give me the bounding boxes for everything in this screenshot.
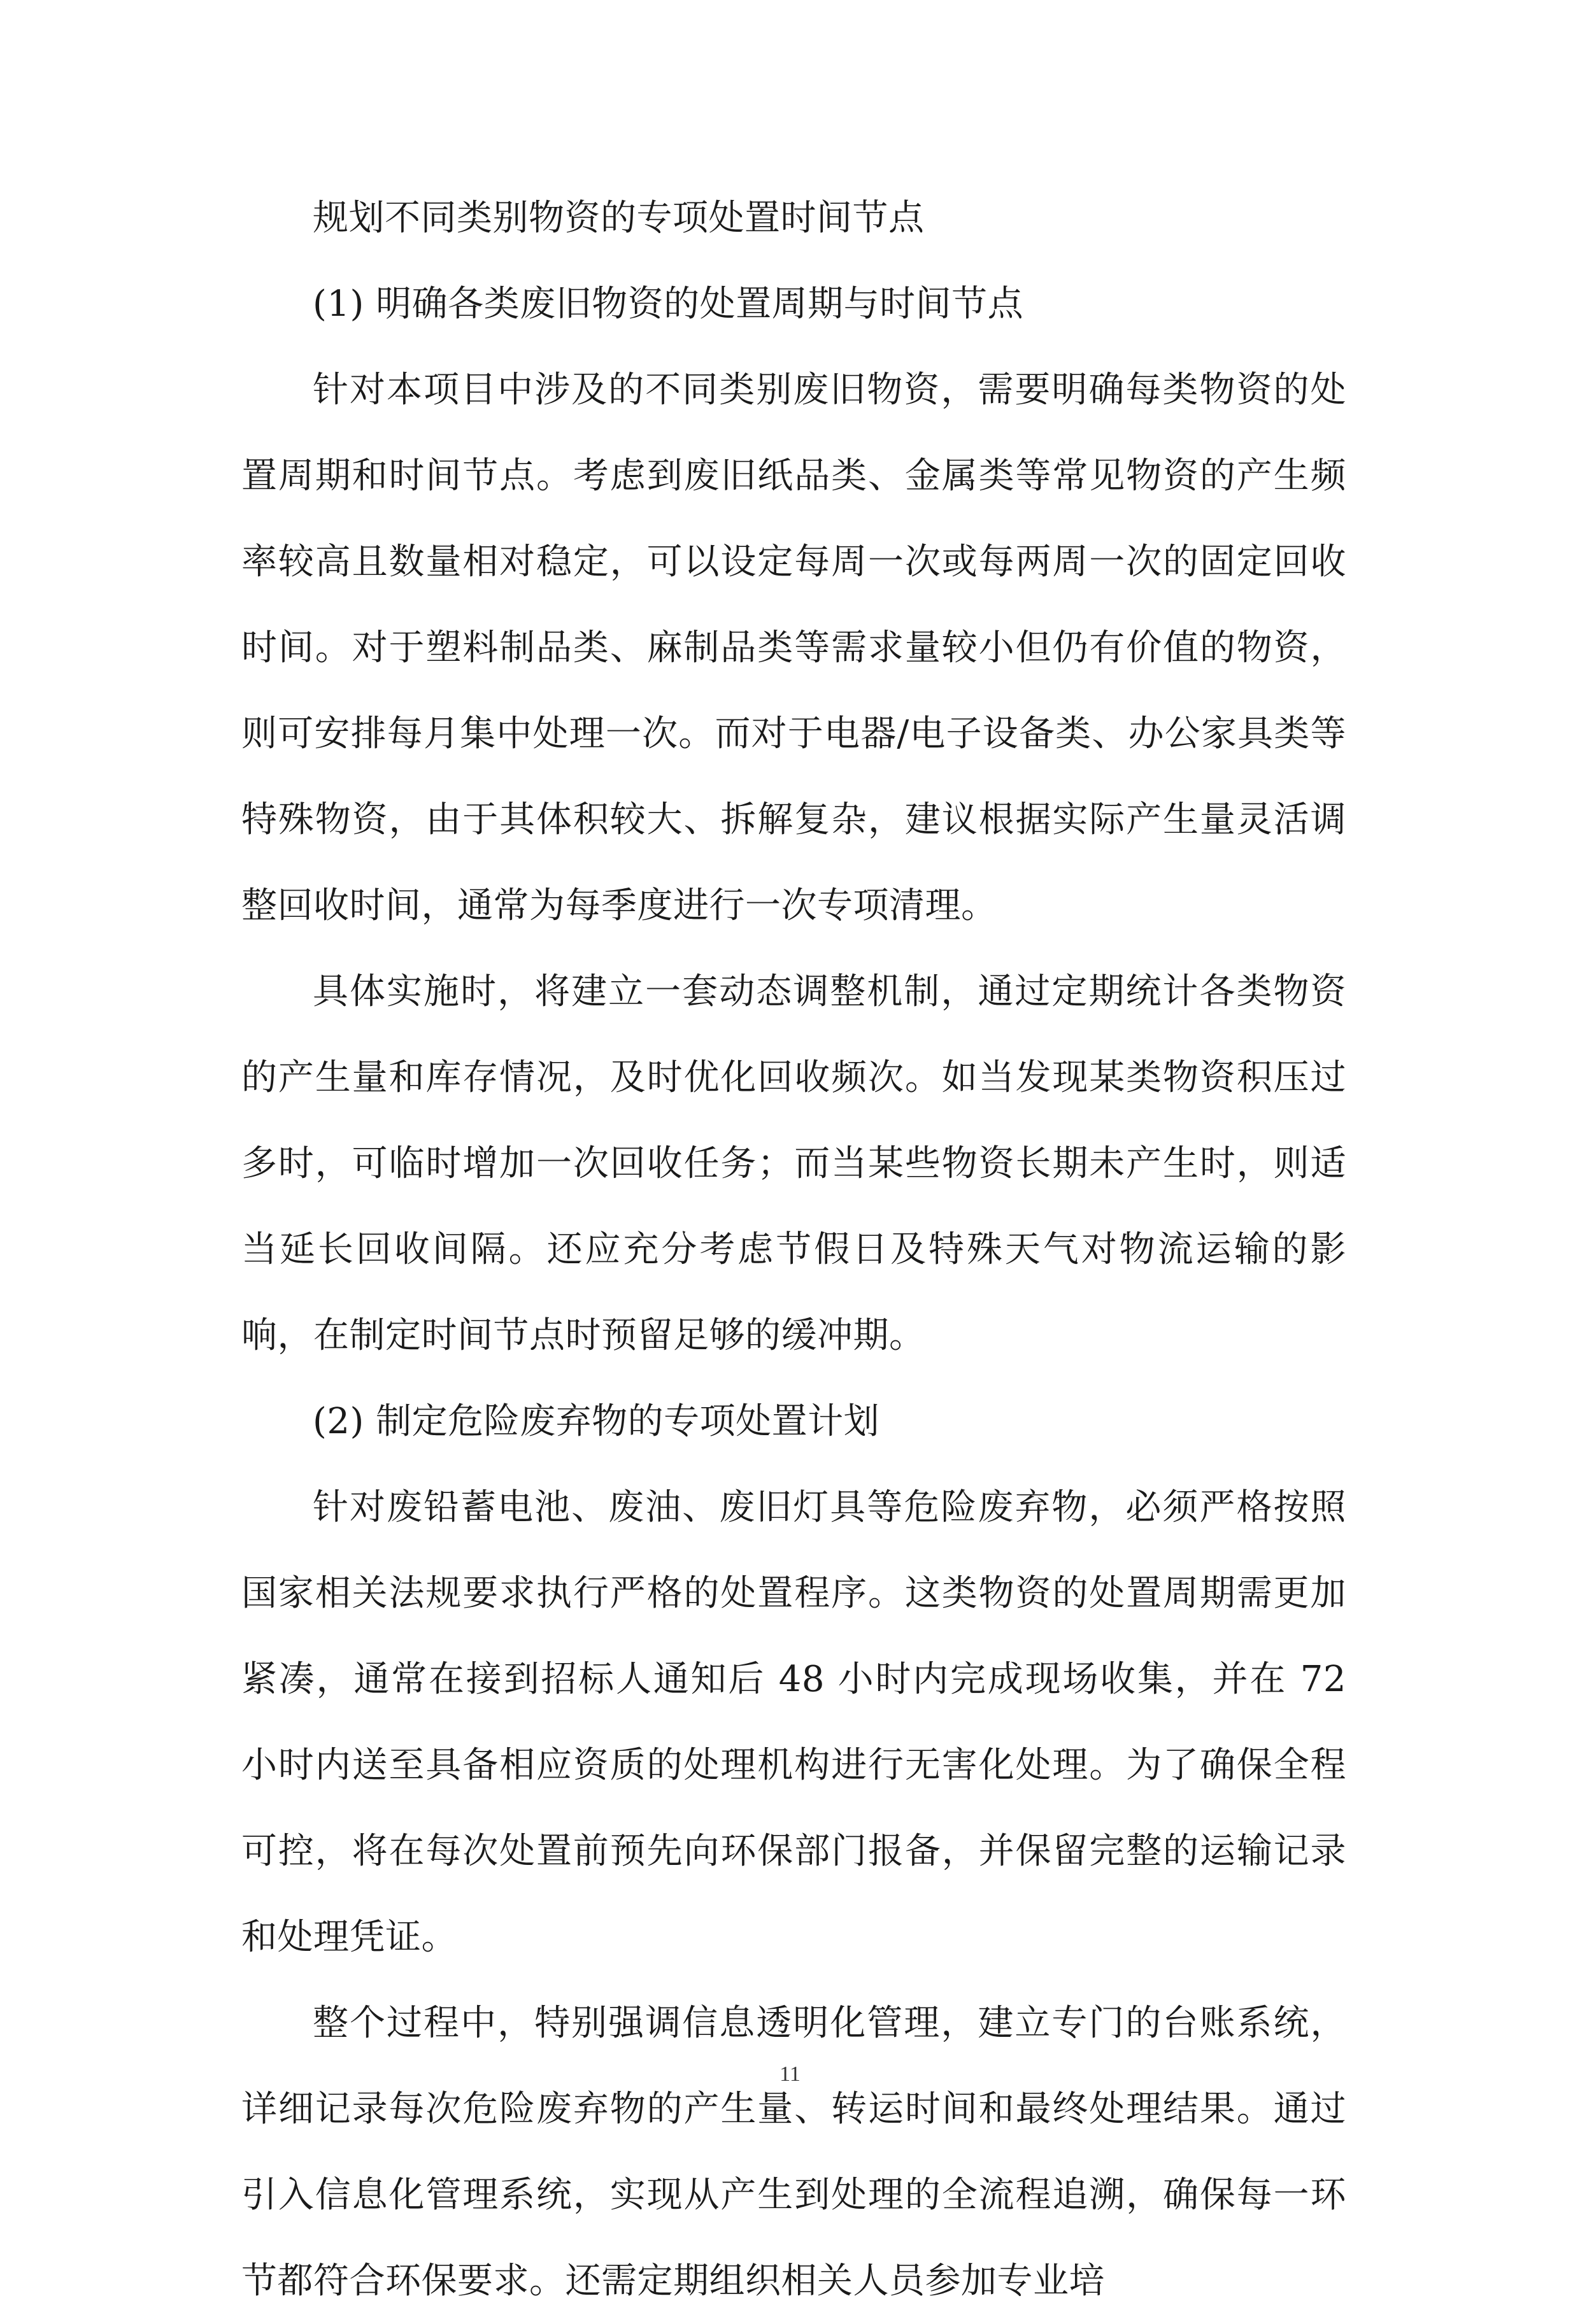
- body-paragraph: 针对废铅蓄电池、废油、废旧灯具等危险废弃物，必须严格按照国家相关法规要求执行严格的处置程序。这类物资的处置周期需更加紧凑，通常在接到招标人通知后 48 小时内完成现场收集，并在 72 小时内送至具备相应资质的处理机构进行无害化处理。为了确保全程可控，将在每次处置前预先向环保部门报备，并保留完整的运输记录和处理凭证。: [241, 1487, 1346, 1958]
- section-heading: 规划不同类别物资的专项处置时间节点: [313, 197, 925, 239]
- subsection-heading-2: (2) 制定危险废弃物的专项处置计划: [313, 1401, 880, 1442]
- body-paragraph: 整个过程中，特别强调信息透明化管理，建立专门的台账系统，详细记录每次危险废弃物的产生量、转运时间和最终处理结果。通过引入信息化管理系统，实现从产生到处理的全流程追溯，确保每一环节都符合环保要求。还需定期组织相关人员参加专业培: [241, 2002, 1346, 2302]
- page-number: 11: [779, 2062, 801, 2086]
- body-paragraph: 针对本项目中涉及的不同类别废旧物资，需要明确每类物资的处置周期和时间节点。考虑到废旧纸品类、金属类等常见物资的产生频率较高且数量相对稳定，可以设定每周一次或每两周一次的固定回收时间。对于塑料制品类、麻制品类等需求量较小但仍有价值的物资，则可安排每月集中处理一次。而对于电器/电子设备类、办公家具类等特殊物资，由于其体积较大、拆解复杂，建议根据实际产生量灵活调整回收时间，通常为每季度进行一次专项清理。: [241, 369, 1346, 926]
- body-paragraph: 具体实施时，将建立一套动态调整机制，通过定期统计各类物资的产生量和库存情况，及时优化回收频次。如当发现某类物资积压过多时，可临时增加一次回收任务；而当某些物资长期未产生时，则适当延长回收间隔。还应充分考虑节假日及特殊天气对物流运输的影响，在制定时间节点时预留足够的缓冲期。: [241, 971, 1346, 1356]
- document-body: [241, 175, 1346, 2324]
- subsection-heading-1: (1) 明确各类废旧物资的处置周期与时间节点: [313, 283, 1024, 325]
